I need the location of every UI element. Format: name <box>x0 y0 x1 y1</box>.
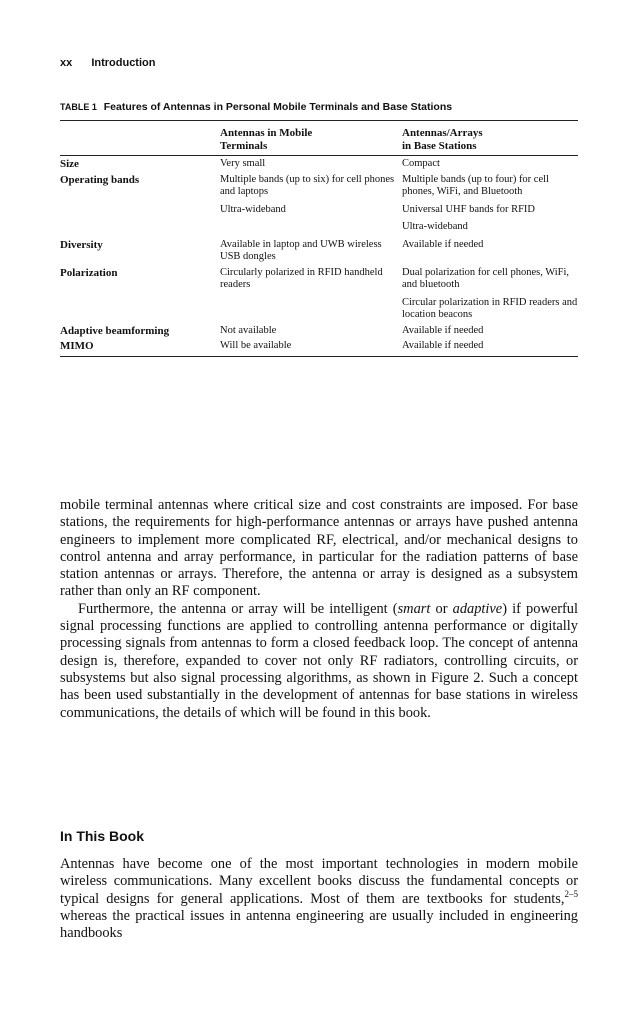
table-row <box>60 172 578 200</box>
table-header-base-line1: Antennas/Arrays <box>402 127 483 139</box>
row-base: Dual polarization for cell phones, WiFi, and bluetooth <box>402 266 570 290</box>
paragraph <box>60 856 578 942</box>
body-text-lower <box>60 856 578 942</box>
row-base: Ultra-wideband <box>402 221 468 232</box>
paragraph <box>60 601 578 722</box>
row-mobile: Multiple bands (up to six) for cell phones and laptops <box>220 173 395 197</box>
row-feature <box>60 200 220 218</box>
table-header-base-line2: in Base Stations <box>402 140 477 152</box>
row-feature: MIMO <box>60 338 220 356</box>
table-header-mobile-line2: Terminals <box>220 140 268 152</box>
table-caption-text: Features of Antennas in Personal Mobile Terminals and Base Stations <box>103 101 453 113</box>
citation-superscript: 2–5 <box>564 888 578 899</box>
features-table-wrapper <box>60 120 578 357</box>
table-header-base <box>402 121 578 156</box>
table-row <box>60 200 578 218</box>
paragraph-text: whereas the practical issues in antenna engineering are usually included in engineering handbooks <box>60 907 578 942</box>
running-head <box>60 57 155 69</box>
row-feature <box>60 217 220 235</box>
row-mobile: Ultra-wideband <box>220 203 286 215</box>
body-text-upper <box>60 497 578 722</box>
row-feature: Diversity <box>60 238 103 251</box>
row-mobile: Will be available <box>220 338 402 356</box>
paragraph-text: Antennas have become one of the most important technologies in modern mobile wireless communications. Many excellent books discuss the fundamental concepts or typical designs for general applications. Most of them are textbooks for students, <box>60 856 578 907</box>
row-base: Compact <box>402 158 440 169</box>
row-feature: Size <box>60 158 79 170</box>
row-mobile: Not available <box>220 324 277 336</box>
table-header-mobile-line1: Antennas in Mobile <box>220 127 313 139</box>
row-feature: Polarization <box>60 266 118 279</box>
page-folio: xx <box>60 57 73 69</box>
table-header-mobile <box>220 121 402 156</box>
table-row <box>60 235 578 265</box>
table-caption <box>60 101 580 113</box>
row-feature: Adaptive beamforming <box>60 324 170 337</box>
row-mobile <box>220 293 402 323</box>
table-row <box>60 265 578 293</box>
table-row <box>60 323 578 339</box>
table-header-blank <box>60 121 220 156</box>
row-feature <box>60 293 220 323</box>
row-base: Universal UHF bands for RFID <box>402 203 535 215</box>
table-row <box>60 293 578 323</box>
row-base: Available if needed <box>402 324 484 336</box>
row-base: Circular polarization in RFID readers and location beacons <box>402 296 578 320</box>
row-mobile: Available in laptop and UWB wireless USB dongles <box>220 238 382 262</box>
emphasis-adaptive: adaptive <box>452 600 503 617</box>
row-mobile: Very small <box>220 158 266 169</box>
row-feature: Operating bands <box>60 173 140 186</box>
table-row <box>60 217 578 235</box>
row-base: Multiple bands (up to four) for cell phones, WiFi, and Bluetooth <box>402 173 549 197</box>
row-mobile <box>220 217 402 235</box>
row-base: Available if needed <box>402 238 484 250</box>
emphasis-smart: smart <box>397 600 431 617</box>
features-table <box>60 120 578 357</box>
paragraph: mobile terminal antennas where critical size and cost constraints are imposed. For base stations, the requirements for high-performance antennas or arrays have pushed antenna engineers to implement more complicated RF, electrical, and/or mechanical designs to control antenna and array performance, in particular for the radiation patterns of base station antennas or arrays. Therefore, the antenna or array is designed as a subsystem rather than only an RF component. <box>60 497 578 600</box>
paragraph-text: Furthermore, the antenna or array will be intelligent ( <box>78 600 398 617</box>
row-base: Available if needed <box>402 338 578 356</box>
table-label: TABLE 1 <box>60 102 97 112</box>
paragraph-text: ) if powerful signal processing functions are applied to controlling antenna performance or digitally processing signals from antennas to form a closed feedback loop. The concept of antenna design is, therefore, expanded to cover not only RF radiators, controlling circuits, or subsystems but also signal processing algorithms, as shown in Figure 2. Such a concept has been used substantially in the development of antennas for base stations in wireless communications, the details of which will be found in this book. <box>60 600 578 721</box>
row-mobile: Circularly polarized in RFID handheld readers <box>220 266 383 290</box>
table-row <box>60 156 578 172</box>
table-row <box>60 338 578 356</box>
paragraph-text: or <box>430 600 453 617</box>
section-heading: In This Book <box>60 828 144 844</box>
running-head-title: Introduction <box>91 57 156 69</box>
